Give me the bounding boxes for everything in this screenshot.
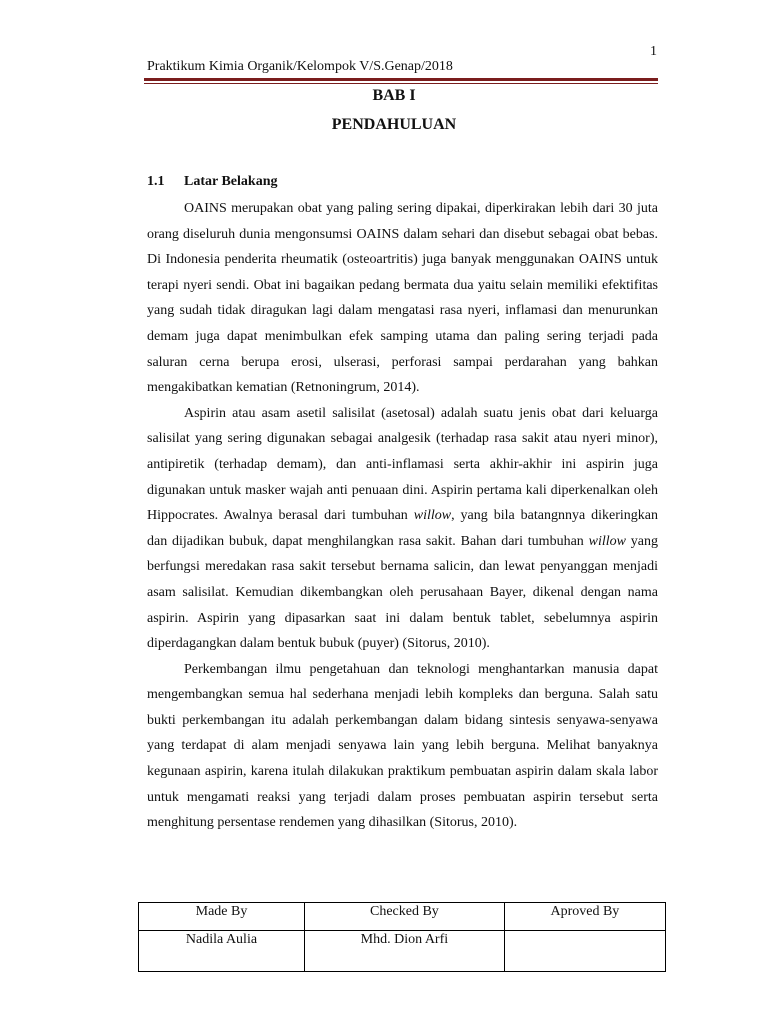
approval-names-row xyxy=(139,931,666,972)
italic-term: willow xyxy=(588,533,626,549)
approved-by-name xyxy=(504,931,665,972)
paragraph-text: Aspirin atau asam asetil salisilat (asetosal) adalah suatu jenis obat dari keluarga salisilat yang sering digunakan sebagai analgesik (terhadap rasa sakit atau nyeri minor), antipiretik (terhadap demam), dan anti-inflamasi serta akhir-akhir ini aspirin juga digunakan untuk masker wajah anti penuaan dini. Aspirin pertama kali diperkenalkan oleh Hippocrates. Awalnya berasal dari tumbuhan xyxy=(147,405,658,524)
paragraph xyxy=(147,657,658,836)
paragraph xyxy=(147,401,658,657)
made-by-name: Nadila Aulia xyxy=(139,931,305,972)
italic-term: willow xyxy=(413,508,452,524)
paragraph-text: OAINS merupakan obat yang paling sering dipakai, diperkirakan lebih dari 30 juta orang diseluruh dunia mengonsumsi OAINS dalam sehari dan disebut sebagai obat bebas. Di Indonesia penderita rheumatik (osteoartritis) juga banyak menggunakan OAINS untuk terapi nyeri sendi. Obat ini bagaikan pedang bermata dua yaitu selain memiliki efektifitas yang sudah tidak diragukan lagi dalam mengatasi rasa nyeri, inflamasi dan menurunkan demam juga dapat menimbulkan efek samping utama dan paling sering terjadi pada saluran cerna berupa erosi, ulserasi, perforasi sampai perdarahan yang bahkan mengakibatkan kematian (Retnoningrum, 2014). xyxy=(147,201,658,396)
header-rule-thin xyxy=(144,83,658,84)
approval-header-row xyxy=(139,903,666,931)
approved-by-header: Aproved By xyxy=(504,903,665,931)
paragraph-text: Perkembangan ilmu pengetahuan dan teknologi menghantarkan manusia dapat mengembangkan semua hal sederhana menjadi lebih kompleks dan berguna. Salah satu bukti perkembangan itu adalah perkembangan dalam bidang sintesis senyawa-senyawa yang terdapat di alam menjadi senyawa lain yang lebih berguna. Melihat banyaknya kegunaan aspirin, karena itulah dilakukan praktikum pembuatan aspirin dalam skala labor untuk mengamati reaksi yang terjadi dalam proses pembuatan aspirin tersebut serta menghitung persentase rendemen yang dihasilkan (Sitorus, 2010). xyxy=(147,661,658,831)
running-header: Praktikum Kimia Organik/Kelompok V/S.Genap/2018 xyxy=(147,59,453,74)
paragraph xyxy=(147,196,658,401)
paragraph-text: yang berfungsi meredakan rasa sakit tersebut bernama salicin, dan lewat penyanggan menjadi asam salisilat. Kemudian dikembangkan oleh perusahaan Bayer, dikenal dengan nama aspirin. Aspirin yang dipasarkan saat ini dalam bentuk tablet, sebelumnya aspirin diperdagangkan dalam bentuk bubuk (puyer) (Sitorus, 2010). xyxy=(147,533,658,652)
section-heading xyxy=(147,174,277,190)
page-number: 1 xyxy=(650,44,657,59)
checked-by-header: Checked By xyxy=(304,903,504,931)
section-title: Latar Belakang xyxy=(184,174,278,189)
header-rule-thick xyxy=(144,78,658,81)
made-by-header: Made By xyxy=(139,903,305,931)
chapter-number: BAB I xyxy=(372,87,416,104)
body-text xyxy=(147,196,658,836)
chapter-title: PENDAHULUAN xyxy=(331,116,457,133)
section-number: 1.1 xyxy=(147,174,165,189)
approval-table xyxy=(138,902,666,972)
checked-by-name: Mhd. Dion Arfi xyxy=(304,931,504,972)
paragraph-text: , yang bila batangnnya dikeringkan dan dijadikan bubuk, dapat menghilangkan rasa sakit. Bahan dari tumbuhan xyxy=(147,508,658,549)
